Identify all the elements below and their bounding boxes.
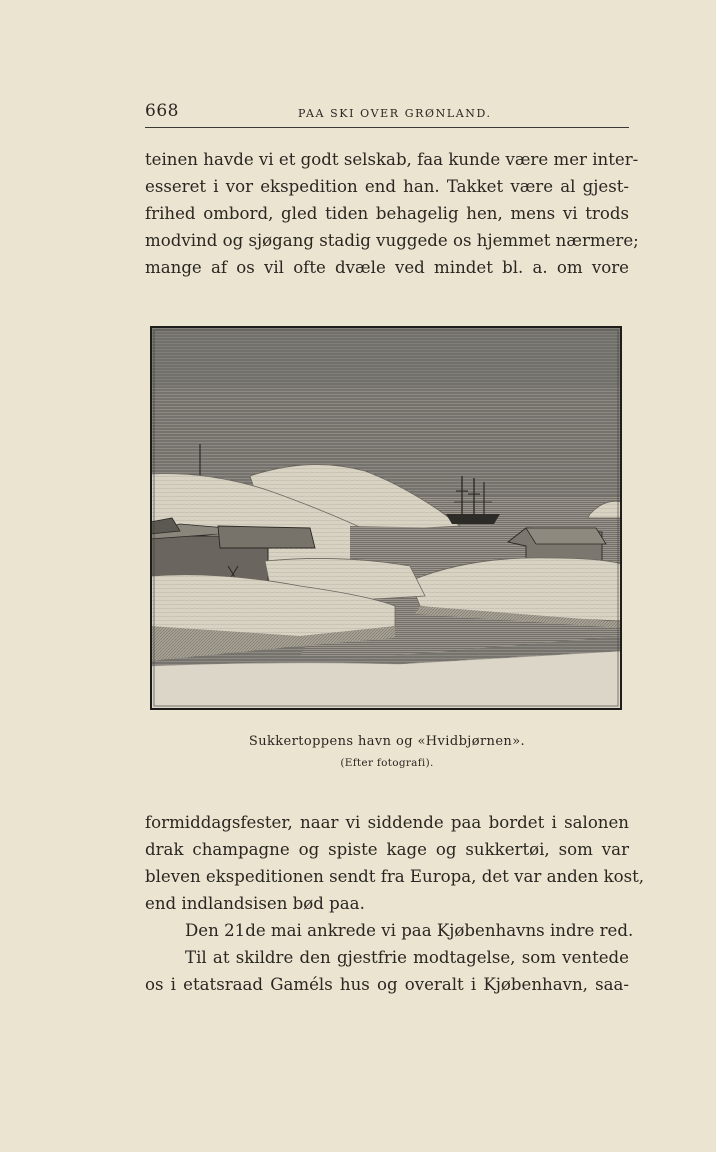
- harbor-engraving: [150, 326, 622, 710]
- figure-credit: (Efter fotografi).: [340, 757, 434, 769]
- text-line: drak champagne og spiste kage og sukkertøi, som var: [145, 840, 629, 859]
- text-line: end indlandsisen bød paa.: [145, 894, 365, 913]
- text-line: modvind og sjøgang stadig vuggede os hjemmet nærmere;: [145, 231, 639, 250]
- text-line: bleven ekspeditionen sendt fra Europa, det var anden kost,: [145, 867, 645, 886]
- text-line: mange af os vil ofte dvæle ved mindet bl. a. om vore: [145, 258, 629, 277]
- page-number: 668: [145, 101, 179, 121]
- harbor-illustration: [150, 326, 622, 710]
- text-line: Til at skildre den gjestfrie modtagelse, som ventede: [185, 948, 629, 967]
- text-line: teinen havde vi et godt selskab, faa kunde være mer inter-: [145, 150, 639, 169]
- text-line: frihed ombord, gled tiden behagelig hen, mens vi trods: [145, 204, 629, 223]
- running-head: PAA SKI OVER GRØNLAND.: [298, 107, 492, 120]
- text-line: os i etatsraad Gaméls hus og overalt i Kjøbenhavn, saa-: [145, 975, 629, 994]
- figure-caption: Sukkertoppens havn og «Hvidbjørnen».: [248, 734, 526, 749]
- text-line: Den 21de mai ankrede vi paa Kjøbenhavns indre red.: [185, 921, 634, 940]
- text-line: formiddagsfester, naar vi siddende paa bordet i salonen: [145, 813, 629, 832]
- text-line: esseret i vor ekspedition end han. Takket være al gjest-: [145, 177, 629, 196]
- header-rule: [145, 127, 629, 128]
